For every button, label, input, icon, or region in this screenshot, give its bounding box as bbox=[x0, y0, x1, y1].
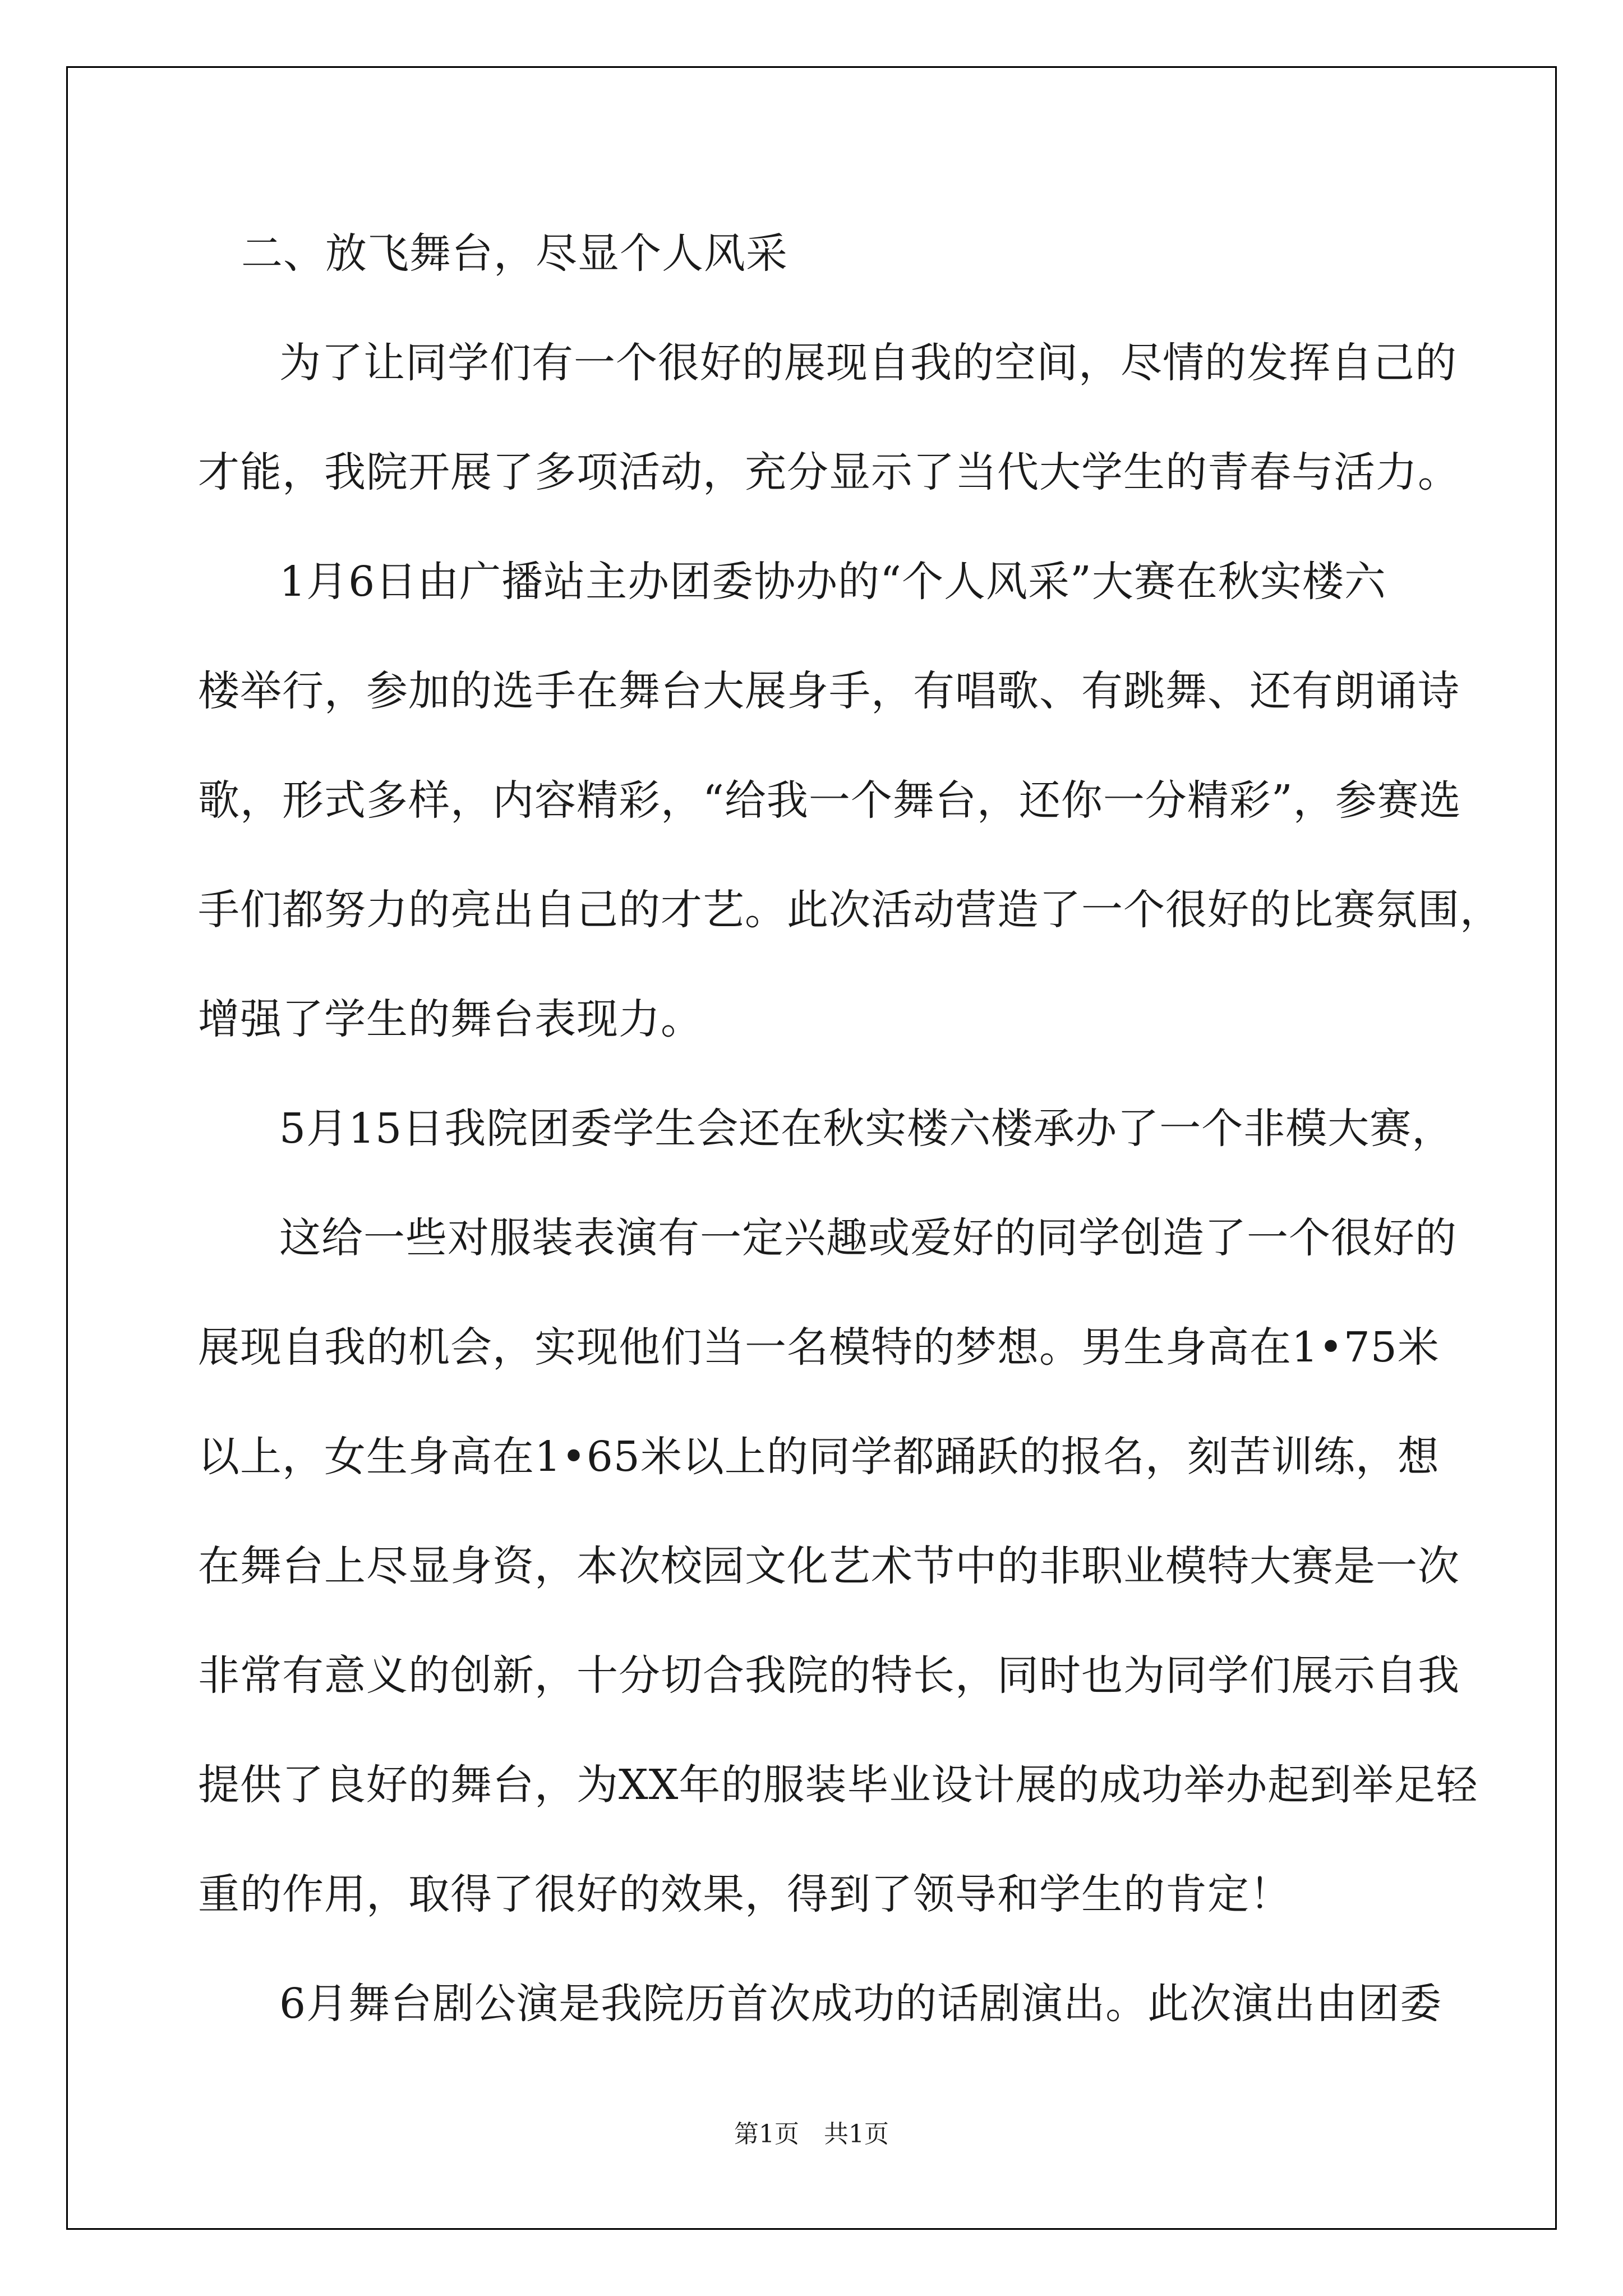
paragraph-line: 展现自我的机会，实现他们当一名模特的梦想。男生身高在1•75米 bbox=[198, 1323, 1440, 1372]
paragraph-line: 在舞台上尽显身资，本次校园文化艺术节中的非职业模特大赛是一次 bbox=[198, 1542, 1460, 1590]
paragraph-line: 1月6日由广播站主办团委协办的“个人风采”大赛在秋实楼六 bbox=[279, 558, 1386, 606]
paragraph-line: 提供了良好的舞台，为XX年的服装毕业设计展的成功举办起到举足轻 bbox=[198, 1761, 1478, 1809]
paragraph-line: 增强了学生的舞台表现力。 bbox=[198, 995, 703, 1043]
paragraph-line: 6月舞台剧公演是我院历首次成功的话剧演出。此次演出由团委 bbox=[279, 1980, 1442, 2028]
paragraph-line: 歌，形式多样，内容精彩，“给我一个舞台，还你一分精彩”，参赛选 bbox=[198, 776, 1461, 825]
paragraph-line: 5月15日我院团委学生会还在秋实楼六楼承办了一个非模大赛， bbox=[279, 1105, 1454, 1153]
page-number: 第1页 共1页 bbox=[734, 2120, 889, 2148]
paragraph-line: 手们都努力的亮出自己的才艺。此次活动营造了一个很好的比赛氛围， bbox=[198, 886, 1502, 934]
paragraph-line: 以上，女生身高在1•65米以上的同学都踊跃的报名，刻苦训练，想 bbox=[198, 1433, 1440, 1481]
paragraph-line: 非常有意义的创新，十分切合我院的特长，同时也为同学们展示自我 bbox=[198, 1651, 1460, 1700]
paragraph-line: 才能，我院开展了多项活动，充分显示了当代大学生的青春与活力。 bbox=[198, 448, 1460, 496]
paragraph-line: 为了让同学们有一个很好的展现自我的空间，尽情的发挥自己的 bbox=[279, 339, 1457, 387]
paragraph-line: 楼举行，参加的选手在舞台大展身手，有唱歌、有跳舞、还有朗诵诗 bbox=[198, 667, 1460, 715]
paragraph-line: 这给一些对服装表演有一定兴趣或爱好的同学创造了一个很好的 bbox=[279, 1214, 1457, 1262]
paragraph-line: 重的作用，取得了很好的效果，得到了领导和学生的肯定！ bbox=[198, 1870, 1292, 1918]
section-heading: 二、放飞舞台，尽显个人风采 bbox=[241, 229, 788, 278]
